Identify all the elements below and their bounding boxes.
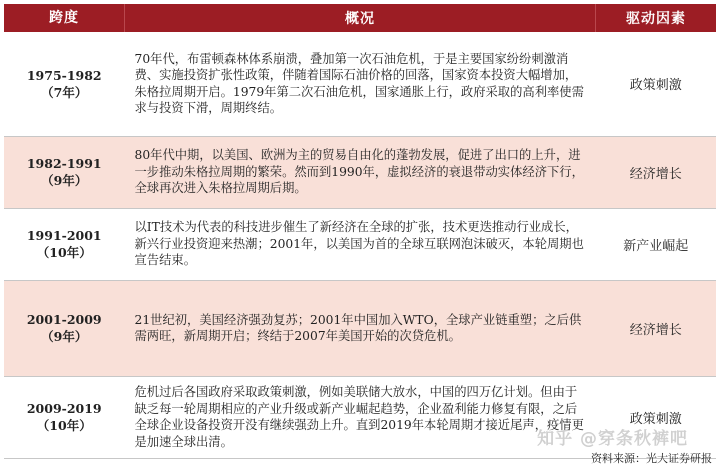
span-years: （9年） xyxy=(41,173,88,188)
span-range: 2009-2019 xyxy=(26,401,102,416)
table-row xyxy=(4,32,716,136)
row-description: 危机过后各国政府采取政策刺激，例如美联储大放水，中国的四万亿计划。但由于缺乏每一轮周期相应的产业升级或新产业崛起趋势，企业盈利能力修复有限，之后全球企业设备投资开没有继续强劲上升。直到2019年本轮周期才接近尾声，疫情更是加速全球出清。 xyxy=(125,376,596,458)
span-years: （7年） xyxy=(41,84,88,100)
span-range: 1991-2001 xyxy=(26,228,102,243)
row-driver: 政策刺激 xyxy=(596,376,717,458)
row-description: 80年代中期，以美国、欧洲为主的贸易自由化的蓬勃发展，促进了出口的上升，进一步推动朱格拉周期的繁荣。然而到1990年，虚拟经济的衰退带动实体经济下行，全球再次进入朱格拉周期后期。 xyxy=(125,136,596,208)
header-span: 跨度 xyxy=(4,4,125,32)
span-years: （10年） xyxy=(36,418,92,433)
span-years: （9年） xyxy=(41,329,88,344)
row-driver: 经济增长 xyxy=(596,136,717,208)
header-overview: 概况 xyxy=(125,4,596,32)
span-years: （10年） xyxy=(36,245,92,260)
span-range: 1975-1982 xyxy=(26,67,102,83)
row-span xyxy=(4,32,125,136)
cycle-table xyxy=(4,4,716,459)
row-span xyxy=(4,208,125,280)
row-span xyxy=(4,136,125,208)
row-description: 70年代，布雷顿森林体系崩溃，叠加第一次石油危机，于是主要国家纷纷刺激消费、实施投资扩张性政策，伴随着国际石油价格的回落，国家资本投资大幅增加，朱格拉周期开启。1979年第二次石油危机，国家通胀上行，政府采取的高利率使需求与投资下滑，周期终结。 xyxy=(125,32,596,136)
zhihu-watermark: 知乎 @穿条秋裤吧 xyxy=(537,429,688,449)
row-driver: 新产业崛起 xyxy=(596,208,717,280)
header-driver: 驱动因素 xyxy=(596,4,717,32)
row-driver: 政策刺激 xyxy=(596,32,717,136)
table-row xyxy=(4,208,716,280)
row-driver: 经济增长 xyxy=(596,280,717,376)
source-note: 资料来源：光大证券研报 xyxy=(591,452,712,465)
table-row xyxy=(4,280,716,376)
span-range: 1982-1991 xyxy=(26,156,102,171)
table-header-row xyxy=(4,4,716,32)
span-range: 2001-2009 xyxy=(26,312,102,327)
table-row xyxy=(4,136,716,208)
row-description: 21世纪初，美国经济强劲复苏；2001年中国加入WTO，全球产业链重塑；之后供需两旺，新周期开启；终结于2007年美国开始的次贷危机。 xyxy=(125,280,596,376)
row-span xyxy=(4,280,125,376)
row-description: 以IT技术为代表的科技进步催生了新经济在全球的扩张，技术更迭推动行业成长，新兴行业投资迎来热潮；2001年，以美国为首的全球互联网泡沫破灭，本轮周期也宣告结束。 xyxy=(125,208,596,280)
row-span xyxy=(4,376,125,458)
